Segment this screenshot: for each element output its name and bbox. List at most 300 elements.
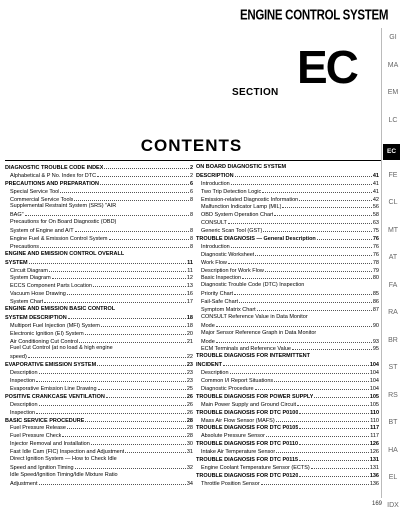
toc-entry-title: OBD System Operation Chart [201, 212, 274, 219]
section-tab-st[interactable]: ST [388, 364, 398, 371]
toc-entry-page: 58 [372, 212, 379, 219]
contents-heading: CONTENTS [140, 136, 243, 155]
toc-entry[interactable] [5, 409, 193, 417]
dot-leader [125, 448, 186, 453]
toc-entry-title: Diagnostic Worksheet [201, 251, 255, 258]
toc-entry-page: 11 [187, 259, 193, 266]
toc-entry-title: Generic Scan Tool (GST) [201, 228, 263, 235]
toc-entry-page: 8 [189, 243, 193, 250]
toc-entry[interactable] [196, 314, 379, 322]
toc-entry-page: 76 [372, 243, 379, 250]
toc-entry-title: BASIC SERVICE PROCEDURE [5, 417, 85, 424]
toc-entry[interactable] [5, 180, 193, 188]
toc-entry-title: Mode [201, 338, 215, 345]
toc-entry[interactable] [196, 393, 379, 401]
dot-leader [274, 377, 369, 382]
toc-entry-title: TROUBLE DIAGNOSIS FOR DTC P0110 [196, 441, 299, 448]
toc-entry[interactable] [196, 251, 379, 259]
toc-entry[interactable] [5, 172, 193, 180]
toc-entry-title: Diagnostic Trouble Code (DTC) Inspection [201, 282, 305, 289]
toc-entry[interactable] [196, 267, 379, 275]
toc-entry-title: Inspection [10, 378, 36, 385]
toc-entry-page: 105 [369, 401, 379, 408]
dot-leader [106, 393, 186, 398]
toc-entry[interactable] [196, 417, 379, 425]
toc-entry-title: ENGINE AND EMISSION CONTROL OVERALL [5, 250, 125, 257]
toc-entry-title: Description [201, 370, 229, 377]
section-tab-rs[interactable]: RS [388, 391, 398, 399]
dot-leader [276, 448, 369, 453]
dot-leader [39, 369, 186, 374]
toc-entry[interactable] [196, 227, 379, 235]
toc-entry-page: 23 [186, 370, 193, 377]
section-tab-bt[interactable]: BT [388, 419, 398, 426]
toc-entry-page: 87 [372, 307, 379, 314]
dot-leader [282, 203, 371, 208]
toc-entry[interactable] [5, 472, 193, 480]
toc-entry-title: TROUBLE DIAGNOSIS FOR INTERMITTENT [196, 353, 310, 360]
dot-leader [79, 338, 186, 343]
toc-entry-page: 23 [186, 378, 193, 385]
dot-leader [299, 424, 369, 429]
toc-entry-title: Adjustment [10, 480, 38, 487]
toc-entry[interactable] [5, 338, 193, 346]
toc-entry[interactable] [196, 338, 379, 346]
section-tab-cl[interactable]: CL [388, 199, 398, 206]
toc-entry[interactable] [5, 345, 193, 353]
dot-leader [228, 219, 372, 224]
toc-entry-page: 79 [372, 267, 379, 274]
toc-entry[interactable] [5, 330, 193, 338]
dot-leader [25, 211, 189, 216]
toc-entry-page: 26 [186, 401, 193, 408]
dot-leader [235, 172, 372, 177]
toc-entry-title: Fail-Safe Chart [201, 299, 238, 306]
toc-entry-page: 18 [186, 322, 193, 329]
dot-leader [239, 298, 372, 303]
toc-entry[interactable] [196, 385, 379, 393]
page-number: 169 [372, 501, 383, 507]
dot-leader [52, 274, 186, 279]
toc-entry[interactable] [196, 172, 379, 180]
dot-leader [68, 314, 186, 319]
toc-entry[interactable] [196, 290, 379, 298]
toc-entry-title: Inspection [10, 409, 36, 416]
section-tab-rail [383, 28, 400, 508]
toc-entry-page: 8 [189, 228, 193, 235]
toc-entry[interactable] [196, 472, 379, 480]
toc-entry-page: 104 [369, 362, 379, 369]
toc-entry[interactable] [196, 196, 379, 204]
toc-entry-title: Fast Idle Cam (FIC) Inspection and Adjustment [10, 449, 125, 456]
dot-leader [231, 180, 372, 185]
toc-entry-title: DIAGNOSTIC TROUBLE CODE INDEX [5, 165, 104, 171]
toc-entry-title: Speed and Ignition Timing [10, 464, 74, 471]
toc-entry[interactable] [196, 188, 379, 196]
dot-leader [49, 267, 186, 272]
dot-leader [257, 306, 372, 311]
toc-entry[interactable] [5, 306, 193, 314]
dot-leader [29, 259, 187, 264]
toc-entry[interactable] [5, 377, 193, 385]
toc-entry-page: 76 [372, 236, 379, 243]
dot-leader [93, 282, 186, 287]
toc-entry[interactable] [196, 440, 379, 448]
toc-left-column [5, 164, 193, 488]
toc-entry-page: 12 [186, 275, 193, 282]
dot-leader [314, 393, 368, 398]
toc-entry[interactable] [5, 211, 193, 219]
dot-leader [75, 464, 186, 469]
toc-entry-page: 26 [186, 409, 193, 416]
toc-entry[interactable] [5, 164, 193, 172]
toc-entry-title: Multiport Fuel Injection (MFI) System [10, 322, 100, 329]
toc-entry-page: 126 [369, 441, 379, 448]
toc-entry-page: 136 [369, 480, 379, 487]
toc-entry-page: 34 [186, 480, 193, 487]
toc-entry-title: Malfunction Indicator Lamp (MIL) [201, 204, 282, 211]
dot-leader [299, 472, 368, 477]
toc-entry[interactable] [196, 259, 379, 267]
toc-entry-title: Fuel Pressure Release [10, 425, 66, 432]
toc-entry-title: Basic Inspection [201, 275, 242, 282]
section-tab-mt[interactable]: MT [387, 226, 399, 234]
toc-entry[interactable] [5, 259, 193, 267]
toc-entry-page: 117 [370, 433, 379, 440]
dot-leader [255, 385, 369, 390]
section-tab-el[interactable]: EL [388, 474, 398, 481]
toc-entry[interactable] [5, 314, 193, 322]
toc-entry[interactable] [196, 464, 379, 472]
section-tab-em[interactable]: EM [387, 89, 399, 96]
toc-entry-title: Common I/I Report Situations [201, 378, 274, 385]
toc-entry[interactable] [196, 480, 379, 488]
toc-entry-page: 25 [186, 385, 193, 392]
dot-leader [230, 369, 369, 374]
dot-leader [36, 409, 186, 414]
toc-entry[interactable] [5, 456, 193, 464]
toc-entry-page: 41 [372, 180, 379, 187]
toc-entry[interactable] [5, 361, 193, 369]
dot-leader [101, 322, 186, 327]
toc-entry[interactable] [5, 385, 193, 393]
toc-entry[interactable] [5, 448, 193, 456]
toc-entry-title: Symptom Matrix Chart [201, 307, 256, 314]
toc-entry[interactable] [5, 480, 193, 488]
toc-entry[interactable] [5, 424, 193, 432]
dot-leader [75, 227, 189, 232]
toc-entry[interactable] [196, 203, 379, 211]
toc-entry-title: Precautions [10, 243, 40, 250]
dot-leader [216, 338, 372, 343]
toc-entry[interactable] [5, 432, 193, 440]
toc-entry[interactable] [196, 282, 379, 290]
toc-entry-page: 93 [372, 338, 379, 345]
toc-entry-page: 136 [369, 472, 379, 479]
toc-entry[interactable] [5, 274, 193, 282]
toc-entry-title: System of Engine and A/T [10, 228, 74, 235]
toc-entry-title: Fuel Cut Control (at no load & high engine [10, 345, 113, 352]
toc-entry-title: TROUBLE DIAGNOSIS FOR DTC P0120 [196, 472, 299, 479]
dot-leader [39, 480, 186, 485]
dot-leader [28, 353, 186, 358]
toc-right-column [196, 164, 379, 488]
dot-leader [67, 290, 186, 295]
toc-entry-title: Introduction [201, 243, 230, 250]
toc-entry[interactable] [196, 330, 379, 338]
section-tab-ha[interactable]: HA [388, 446, 398, 454]
toc-entry-page: 8 [189, 196, 193, 203]
toc-entry-page: 110 [370, 409, 379, 416]
toc-entry-title: Main Power Supply and Ground Circuit [201, 401, 297, 408]
dot-leader [40, 243, 189, 248]
dot-leader [216, 322, 372, 327]
toc-entry-title: TROUBLE DIAGNOSIS FOR POWER SUPPLY [196, 393, 314, 400]
dot-leader [317, 235, 372, 240]
dot-leader [91, 440, 186, 445]
toc-entry-page: 31 [186, 449, 193, 456]
toc-entry[interactable] [5, 251, 193, 259]
toc-entry-title: EVAPORATIVE EMISSION SYSTEM [5, 362, 97, 369]
toc-entry[interactable] [5, 227, 193, 235]
toc-entry[interactable] [196, 274, 379, 282]
dot-leader [85, 330, 186, 335]
toc-entry-page: 21 [186, 338, 193, 345]
toc-entry[interactable] [5, 290, 193, 298]
toc-entry[interactable] [5, 353, 193, 361]
dot-leader [97, 172, 189, 177]
toc-entry-page: 6 [189, 188, 193, 195]
toc-entry-page: 131 [369, 456, 379, 463]
toc-entry-title: Emission-related Diagnostic Information [201, 196, 299, 203]
toc-entry-page: 76 [372, 251, 379, 258]
section-divider-line [381, 28, 382, 498]
toc-entry-title: Absolute Pressure Sensor [201, 433, 265, 440]
toc-entry[interactable] [196, 211, 379, 219]
toc-entry-page: 85 [372, 291, 379, 298]
toc-entry-title: System Diagram [10, 275, 51, 282]
toc-entry-title: Fuel Pressure Check [10, 433, 62, 440]
toc-entry-page: 110 [370, 417, 379, 424]
dot-leader [44, 298, 186, 303]
toc-entry-page: 13 [186, 283, 193, 290]
section-tab-idx[interactable]: IDX [387, 501, 399, 509]
section-tab-at[interactable]: AT [388, 254, 398, 261]
toc-entry[interactable] [5, 188, 193, 196]
toc-entry-page: 11 [187, 267, 193, 274]
toc-entry-title: Throttle Position Sensor [201, 480, 260, 487]
toc-entry[interactable] [5, 393, 193, 401]
toc-entry[interactable] [5, 196, 193, 204]
dot-leader [263, 227, 372, 232]
toc-entry-page: 42 [372, 196, 379, 203]
toc-entry[interactable] [5, 267, 193, 275]
dot-leader [299, 440, 369, 445]
toc-entry[interactable] [196, 432, 379, 440]
toc-entry-title: Injector Removal and Installation [10, 441, 90, 448]
dot-leader [100, 180, 189, 185]
toc-entry[interactable] [196, 377, 379, 385]
toc-entry-title: Mode [201, 322, 215, 329]
toc-entry-page: 2 [189, 165, 193, 171]
toc-entry-page: 105 [369, 393, 379, 400]
toc-entry-title: Major Sensor Reference Graph in Data Monitor [201, 329, 317, 336]
dot-leader [311, 464, 369, 469]
toc-entry-page: 30 [186, 441, 193, 448]
toc-entry[interactable] [5, 440, 193, 448]
toc-entry-page: 32 [186, 464, 193, 471]
toc-entry[interactable] [5, 235, 193, 243]
toc-entry[interactable] [196, 369, 379, 377]
toc-entry[interactable] [5, 298, 193, 306]
toc-entry-page: 104 [369, 370, 379, 377]
contents-rule [5, 160, 381, 161]
toc-entry[interactable] [196, 235, 379, 243]
toc-entry[interactable] [5, 322, 193, 330]
section-tab-ec[interactable]: EC [383, 144, 400, 160]
toc-entry-title: ECM Terminals and Reference Value [201, 346, 291, 353]
dot-leader [104, 164, 189, 169]
dot-leader [242, 274, 372, 279]
dot-leader [223, 361, 369, 366]
toc-entry-page: 22 [186, 354, 193, 361]
dot-leader [36, 377, 186, 382]
toc-entry[interactable] [196, 219, 379, 227]
toc-entry-title: TROUBLE DIAGNOSIS FOR DTC P0100 [196, 409, 299, 416]
toc-entry[interactable] [196, 401, 379, 409]
toc-entry-title: TROUBLE DIAGNOSIS FOR DTC P0115 [196, 456, 299, 463]
section-tab-ra[interactable]: RA [388, 309, 398, 316]
toc-entry-title: Two Trip Detection Logic [201, 188, 262, 195]
dot-leader [299, 456, 369, 461]
toc-entry-title: TROUBLE DIAGNOSIS FOR DTC P0105 [196, 425, 299, 432]
toc-entry-title: ON BOARD DIAGNOSTIC SYSTEM [196, 164, 287, 170]
toc-entry-title: Mass Air Flow Sensor (MAFS) [201, 417, 275, 424]
toc-entry-page: 131 [369, 464, 379, 471]
toc-entry-title: Engine Fuel & Emission Control System [10, 236, 108, 243]
toc-entry-title: Electronic Ignition (EI) System [10, 330, 84, 337]
section-tab-fa[interactable]: FA [388, 281, 398, 289]
toc-entry-page: 18 [186, 314, 193, 321]
toc-entry[interactable] [5, 243, 193, 251]
toc-entry-page: 2 [189, 172, 193, 179]
dot-leader [85, 417, 186, 422]
section-label: SECTION [232, 87, 279, 98]
toc-entry[interactable] [196, 353, 379, 361]
toc-entry-title: Commercial Service Tools [10, 196, 74, 203]
toc-entry-page: 80 [372, 275, 379, 282]
toc-entry[interactable] [196, 298, 379, 306]
toc-entry[interactable] [196, 306, 379, 314]
toc-entry-title: Diagnostic Procedure [201, 385, 254, 392]
toc-entry-title: SYSTEM DESCRIPTION [5, 314, 67, 321]
toc-entry[interactable] [196, 409, 379, 417]
toc-entry-page: 20 [186, 330, 193, 337]
toc-entry-page: 90 [372, 322, 379, 329]
toc-entry-title: ENGINE AND EMISSION BASIC CONTROL [5, 306, 116, 313]
toc-entry-page: 95 [372, 346, 379, 353]
toc-entry-title: Special Service Tool [10, 188, 60, 195]
toc-entry-page: 16 [186, 291, 193, 298]
toc-entry-page: 86 [372, 299, 379, 306]
section-tab-gi[interactable]: GI [389, 34, 397, 41]
dot-leader [265, 267, 372, 272]
toc-entry-page: 28 [186, 425, 193, 432]
dot-leader [74, 196, 188, 201]
toc-entry-title: Circuit Diagram [10, 267, 48, 274]
toc-entry-page: 8 [189, 236, 193, 243]
toc-entry[interactable] [5, 417, 193, 425]
dot-leader [231, 243, 372, 248]
dot-leader [255, 251, 371, 256]
toc-entry-page: 17 [186, 299, 193, 306]
dot-leader [262, 188, 372, 193]
toc-entry[interactable] [196, 361, 379, 369]
toc-entry-title: ECCS Component Parts Location [10, 283, 92, 290]
toc-entry-title: BAG" [10, 212, 24, 219]
toc-entry[interactable] [5, 282, 193, 290]
toc-entry[interactable] [196, 456, 379, 464]
toc-entry-title: DESCRIPTION [196, 172, 234, 179]
toc-entry-title: Engine Coolant Temperature Sensor (ECTS) [201, 464, 310, 471]
toc-entry-title: Supplemental Restraint System (SRS) "AIR [10, 203, 117, 210]
dot-leader [60, 188, 189, 193]
section-tab-ma[interactable]: MA [387, 61, 399, 69]
toc-entry-page: 63 [372, 220, 379, 227]
toc-entry[interactable] [196, 345, 379, 353]
toc-entry[interactable] [5, 369, 193, 377]
toc-entry-title: Air Conditioning Cut Control [10, 338, 79, 345]
dot-leader [234, 290, 372, 295]
toc-entry[interactable] [5, 464, 193, 472]
toc-entry[interactable] [196, 243, 379, 251]
toc-entry-page: 8 [189, 212, 193, 219]
toc-entry-title: Introduction [201, 180, 230, 187]
toc-entry[interactable] [196, 164, 379, 172]
dot-leader [299, 409, 369, 414]
toc-entry-page: 28 [186, 417, 193, 424]
toc-entry[interactable] [196, 180, 379, 188]
toc-entry[interactable] [5, 401, 193, 409]
dot-leader [67, 424, 186, 429]
toc-entry[interactable] [5, 219, 193, 227]
dot-leader [297, 401, 369, 406]
dot-leader [266, 432, 369, 437]
toc-entry-title: TROUBLE DIAGNOSIS — General Description [196, 236, 316, 243]
toc-entry-title: CONSULT [201, 220, 227, 227]
toc-entry-title: Precautions for On Board Diagnostic (OBD) [10, 219, 117, 226]
dot-leader [276, 417, 370, 422]
section-tab-fe[interactable]: FE [388, 171, 398, 179]
toc-entry-title: Vacuum Hose Drawing [10, 291, 66, 298]
manual-title: ENGINE CONTROL SYSTEM [240, 8, 389, 24]
dot-leader [39, 401, 186, 406]
toc-entry-page: 26 [186, 393, 193, 400]
toc-entry-page: 126 [369, 449, 379, 456]
section-tab-lc[interactable]: LC [388, 116, 398, 124]
toc-entry[interactable] [196, 322, 379, 330]
toc-entry[interactable] [196, 424, 379, 432]
toc-entry-page: 23 [186, 362, 193, 369]
toc-entry-page: 75 [372, 228, 379, 235]
section-tab-br[interactable]: BR [388, 336, 398, 344]
dot-leader [98, 385, 186, 390]
toc-entry[interactable] [5, 203, 193, 211]
toc-entry-page: 41 [372, 172, 379, 179]
toc-entry[interactable] [196, 448, 379, 456]
toc-entry-title: CONSULT Reference Value in Data Monitor [201, 313, 308, 320]
toc-entry-page: 117 [370, 425, 379, 432]
